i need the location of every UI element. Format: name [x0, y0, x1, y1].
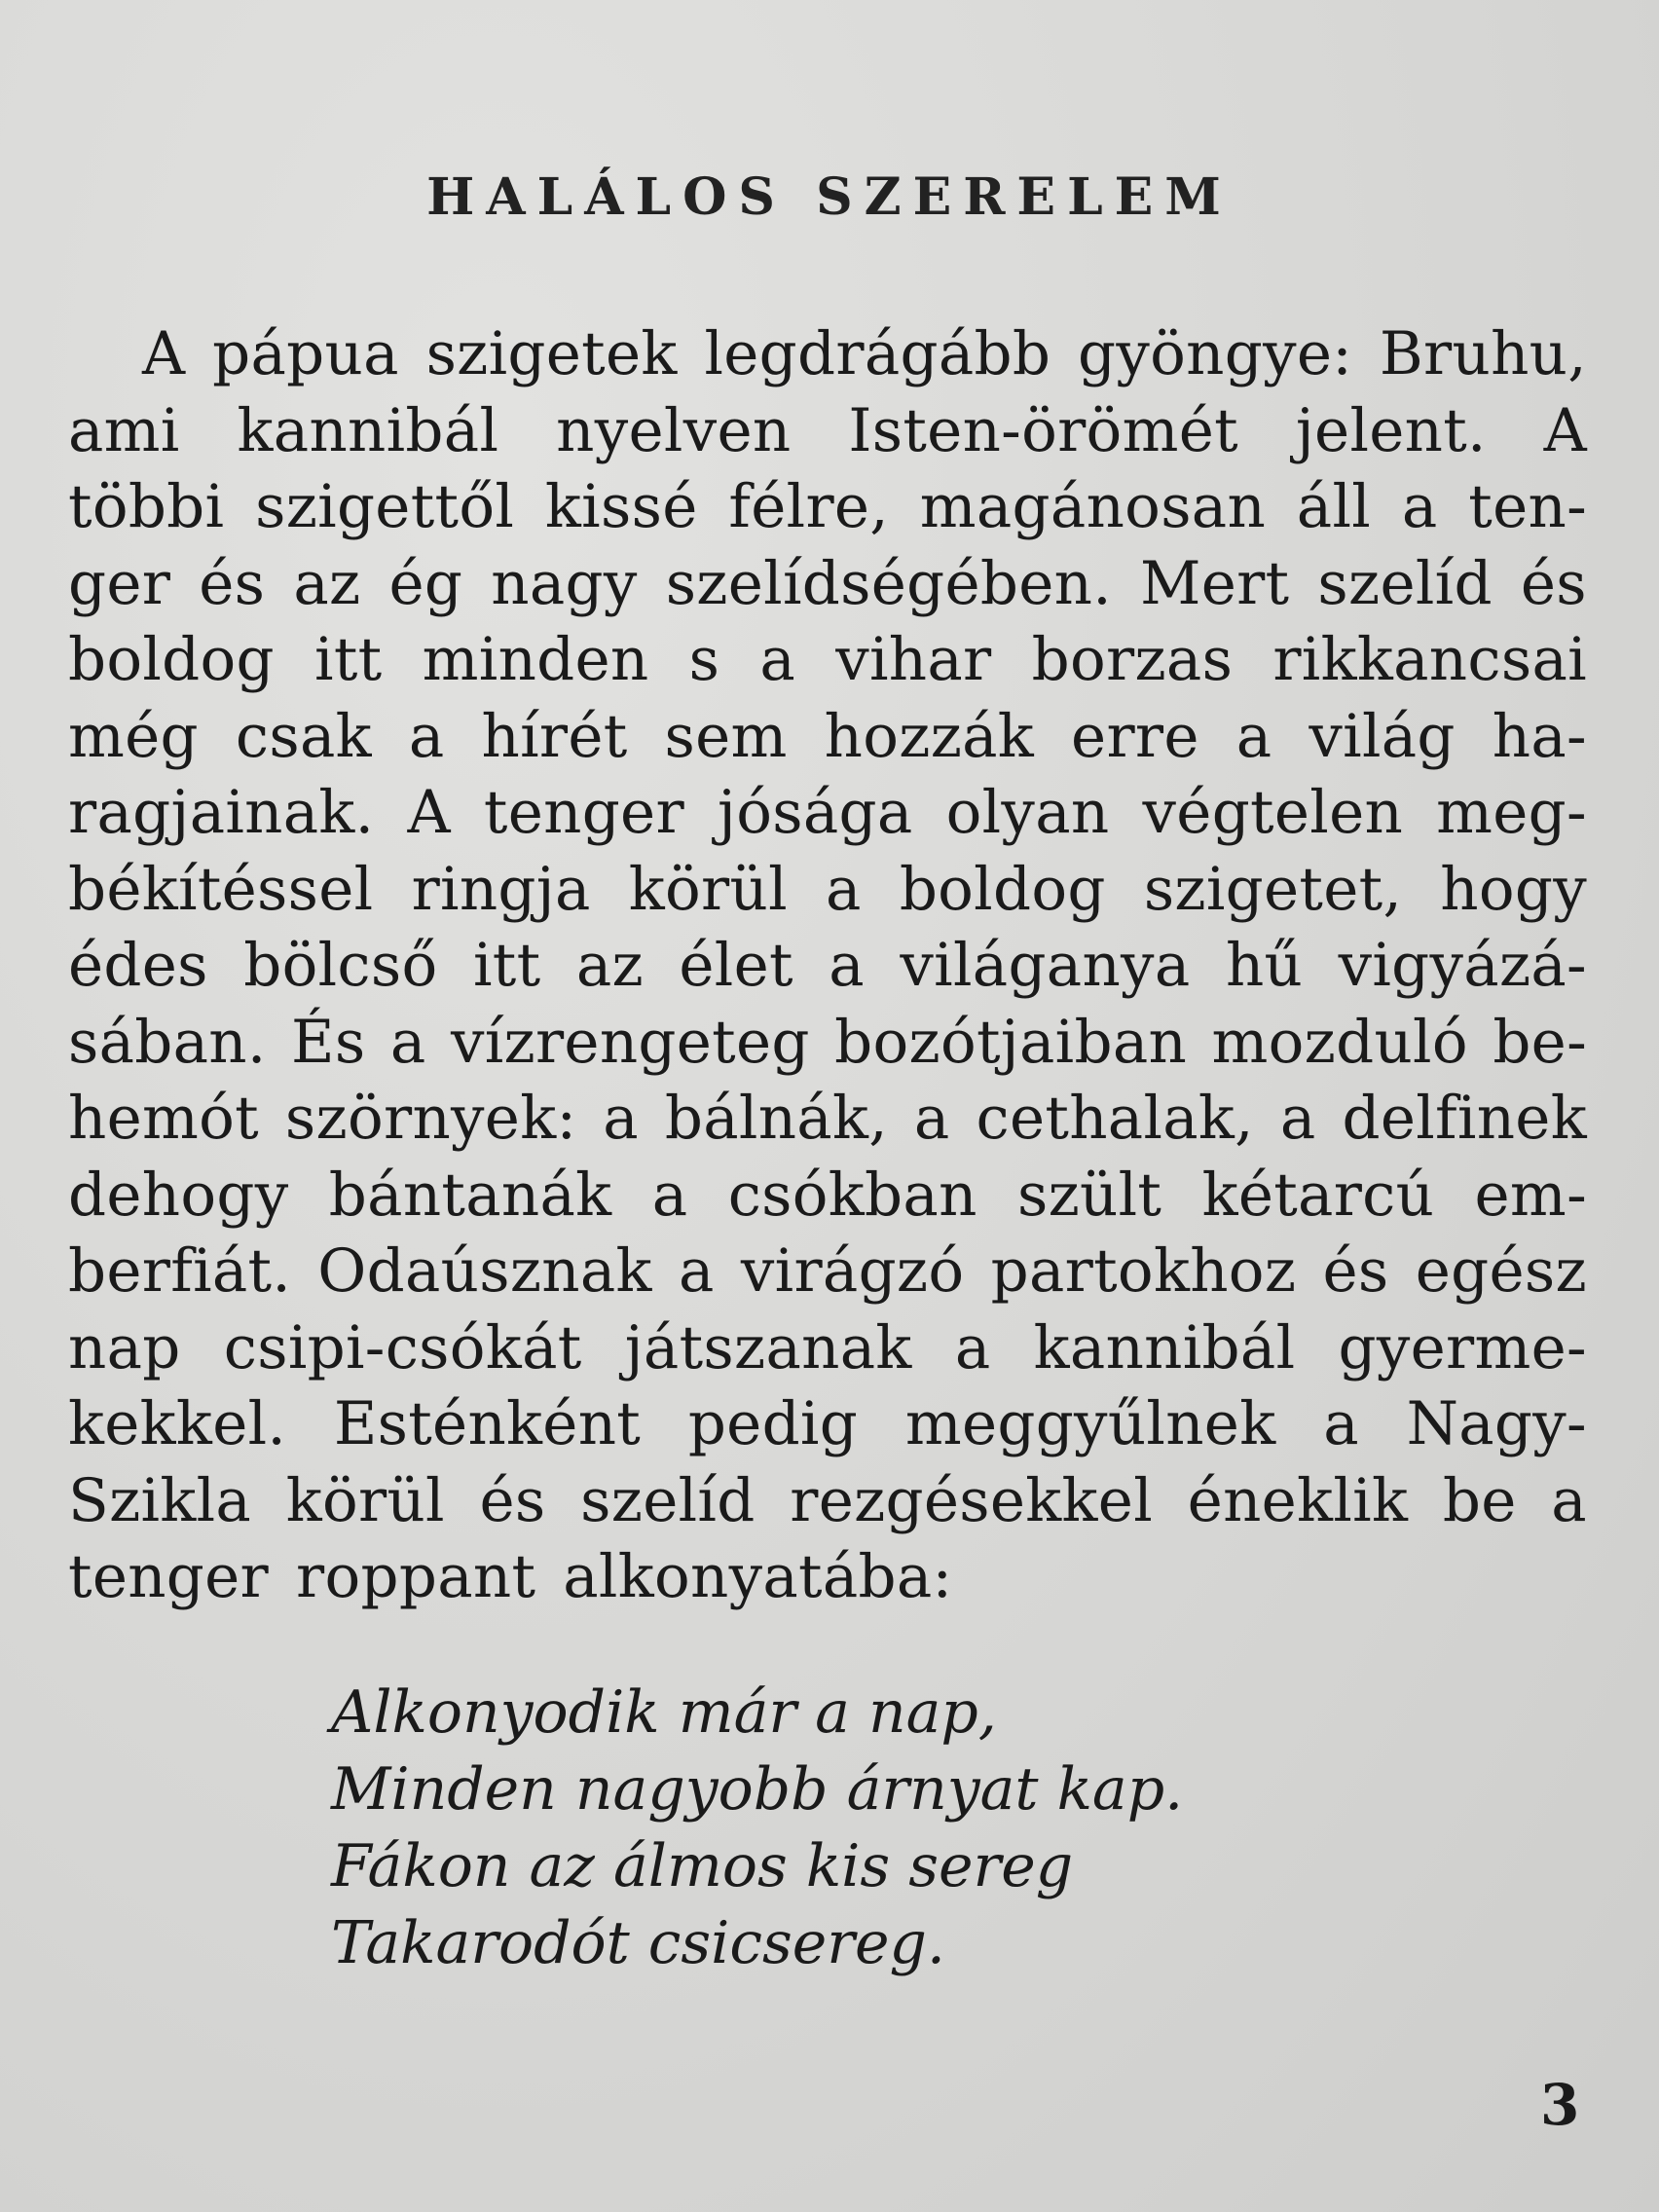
prose-word: bálnák, — [664, 1084, 888, 1153]
prose-word: A — [407, 778, 451, 847]
prose-word: A — [142, 319, 186, 388]
prose-word: csókban — [727, 1160, 977, 1230]
prose-word: a — [1235, 701, 1272, 771]
poem-line: Alkonyodik már a nap, — [331, 1678, 997, 1747]
prose-word: a — [603, 1084, 639, 1153]
prose-word: rikkancsai — [1272, 625, 1587, 694]
prose-word: éneklik — [1187, 1465, 1409, 1535]
prose-word: bozótjaiban — [834, 1007, 1188, 1077]
prose-line — [68, 1234, 1587, 1310]
prose-word: gyerme- — [1338, 1312, 1587, 1382]
prose-word: Mert — [1139, 548, 1290, 618]
prose-word: bántanák — [328, 1160, 612, 1230]
prose-word: nagy — [491, 548, 638, 618]
prose-word: be- — [1493, 1007, 1587, 1077]
prose-word: s — [688, 625, 720, 694]
prose-word: em- — [1474, 1160, 1587, 1230]
prose-word: vigyázá- — [1338, 931, 1587, 1000]
prose-word: magánosan — [919, 472, 1267, 541]
page-number: 3 — [1540, 2072, 1580, 2138]
prose-word: és — [479, 1465, 546, 1535]
prose-word: hogy — [1440, 854, 1587, 924]
prose-word: a — [679, 1236, 715, 1306]
prose-word: hírét — [481, 701, 628, 771]
prose-word: vihar — [835, 625, 992, 694]
prose-line — [68, 316, 1587, 393]
prose-word: nap — [68, 1312, 181, 1382]
prose-word: meg- — [1436, 778, 1587, 847]
prose-word: rezgésekkel — [790, 1465, 1154, 1535]
prose-word: alkonyatába: — [563, 1542, 953, 1611]
prose-line — [68, 546, 1587, 623]
prose-word: itt — [472, 931, 541, 1000]
prose-word: a — [829, 931, 865, 1000]
prose-word: partokhoz — [990, 1236, 1297, 1306]
prose-word: meggyűlnek — [904, 1389, 1276, 1458]
prose-word: hemót — [68, 1084, 259, 1153]
prose-word: szigettől — [255, 472, 515, 541]
prose-word: tenger — [68, 1542, 270, 1611]
prose-line — [68, 469, 1587, 546]
prose-word: Szikla — [68, 1465, 252, 1535]
prose-word: dehogy — [68, 1160, 289, 1230]
prose-word: Isten-örömét — [848, 395, 1238, 465]
prose-line — [68, 1081, 1587, 1158]
prose-word: az — [293, 548, 361, 618]
poem-line: Minden nagyobb árnyat kap. — [331, 1755, 1184, 1824]
prose-word: tenger — [483, 778, 684, 847]
prose-word: ringja — [411, 854, 591, 924]
prose-word: pápua — [212, 319, 399, 388]
prose-word: kannibál — [237, 395, 499, 465]
prose-word: vízrengeteg — [450, 1007, 810, 1077]
prose-word: a — [826, 854, 862, 924]
prose-line — [68, 699, 1587, 776]
prose-word: világanya — [900, 931, 1191, 1000]
prose-word: az — [575, 931, 644, 1000]
prose-word: szörnyek: — [284, 1084, 577, 1153]
prose-word: csak — [235, 701, 372, 771]
prose-word: többi — [68, 472, 225, 541]
prose-word: játszanak — [624, 1312, 912, 1382]
prose-word: pedig — [687, 1389, 859, 1458]
prose-word: szelíd — [1317, 548, 1493, 618]
prose-word: ami — [68, 395, 180, 465]
prose-word: ragjainak. — [68, 778, 375, 847]
prose-word: szelíd — [580, 1465, 756, 1535]
prose-word: ten- — [1468, 472, 1587, 541]
prose-word: be — [1442, 1465, 1517, 1535]
prose-word: Nagy- — [1406, 1389, 1587, 1458]
prose-line — [68, 852, 1587, 929]
prose-word: a — [1401, 472, 1438, 541]
prose-word: kétarcú — [1201, 1160, 1435, 1230]
prose-line — [68, 775, 1587, 852]
prose-word: egész — [1415, 1236, 1587, 1306]
prose-word: Esténként — [333, 1389, 642, 1458]
prose-word: a — [389, 1007, 426, 1077]
prose-line — [68, 1386, 1587, 1463]
prose-word: cethalak, — [976, 1084, 1254, 1153]
prose-word: sem — [664, 701, 788, 771]
prose-word: félre, — [728, 472, 889, 541]
prose-line — [68, 1463, 1587, 1540]
prose-word: a — [1279, 1084, 1316, 1153]
prose-paragraph — [68, 316, 1587, 1616]
prose-word: kekkel. — [68, 1389, 287, 1458]
prose-word: ég — [388, 548, 463, 618]
poem-line: Fákon az álmos kis sereg — [331, 1832, 1074, 1900]
prose-word: erre — [1071, 701, 1199, 771]
prose-word: boldog — [68, 625, 275, 694]
prose-word: kannibál — [1033, 1312, 1296, 1382]
prose-word: áll — [1296, 472, 1372, 541]
prose-word: mozduló — [1211, 1007, 1468, 1077]
poem-stanza — [331, 1675, 1183, 1982]
prose-word: bölcső — [243, 931, 438, 1000]
prose-word: sában. — [68, 1007, 267, 1077]
prose-word: nyelven — [556, 395, 792, 465]
prose-word: végtelen — [1142, 778, 1404, 847]
prose-word: a — [759, 625, 796, 694]
prose-word: roppant — [296, 1542, 536, 1611]
prose-word: gyöngye: — [1078, 319, 1353, 388]
prose-word: és — [1520, 548, 1587, 618]
prose-word: itt — [314, 625, 383, 694]
prose-word: berfiát. — [68, 1236, 292, 1306]
prose-line — [68, 1005, 1587, 1082]
chapter-title: HALÁLOS SZERELEM — [426, 167, 1233, 227]
prose-line — [68, 1539, 1587, 1616]
prose-word: virágzó — [740, 1236, 965, 1306]
prose-word: szigetet, — [1143, 854, 1403, 924]
prose-word: a — [1551, 1465, 1587, 1535]
prose-word: jelent. — [1295, 395, 1487, 465]
prose-word: és — [1322, 1236, 1389, 1306]
prose-word: jósága — [717, 778, 913, 847]
prose-word: körül — [628, 854, 788, 924]
prose-word: világ — [1309, 701, 1456, 771]
prose-word: ha- — [1492, 701, 1587, 771]
prose-word: És — [291, 1007, 366, 1077]
prose-word: és — [199, 548, 266, 618]
prose-word: szigetek — [425, 319, 678, 388]
poem-line: Takarodót csicsereg. — [331, 1909, 945, 1977]
prose-word: hű — [1225, 931, 1304, 1000]
prose-word: a — [408, 701, 445, 771]
prose-word: hozzák — [824, 701, 1035, 771]
prose-word: Odaúsznak — [317, 1236, 652, 1306]
prose-word: borzas — [1031, 625, 1234, 694]
prose-word: a — [651, 1160, 688, 1230]
prose-word: békítéssel — [68, 854, 374, 924]
prose-word: élet — [679, 931, 793, 1000]
prose-word: boldog — [899, 854, 1106, 924]
prose-word: minden — [422, 625, 649, 694]
prose-word: A — [1543, 395, 1587, 465]
prose-line — [68, 928, 1587, 1005]
prose-word: ger — [68, 548, 171, 618]
prose-line — [68, 393, 1587, 470]
prose-word: kissé — [544, 472, 698, 541]
prose-line — [68, 1158, 1587, 1235]
prose-word: csipi-csókát — [223, 1312, 582, 1382]
prose-word: édes — [68, 931, 208, 1000]
prose-word: legdrágább — [704, 319, 1051, 388]
prose-word: szelídségében. — [665, 548, 1112, 618]
prose-word: a — [1323, 1389, 1359, 1458]
prose-word: szült — [1016, 1160, 1162, 1230]
prose-word: körül — [285, 1465, 445, 1535]
prose-word: a — [954, 1312, 991, 1382]
prose-line — [68, 622, 1587, 699]
prose-line — [68, 1310, 1587, 1387]
prose-word: még — [68, 701, 199, 771]
prose-word: Bruhu, — [1379, 319, 1587, 388]
prose-word: a — [913, 1084, 950, 1153]
prose-word: olyan — [945, 778, 1110, 847]
prose-word: delfinek — [1342, 1084, 1587, 1153]
